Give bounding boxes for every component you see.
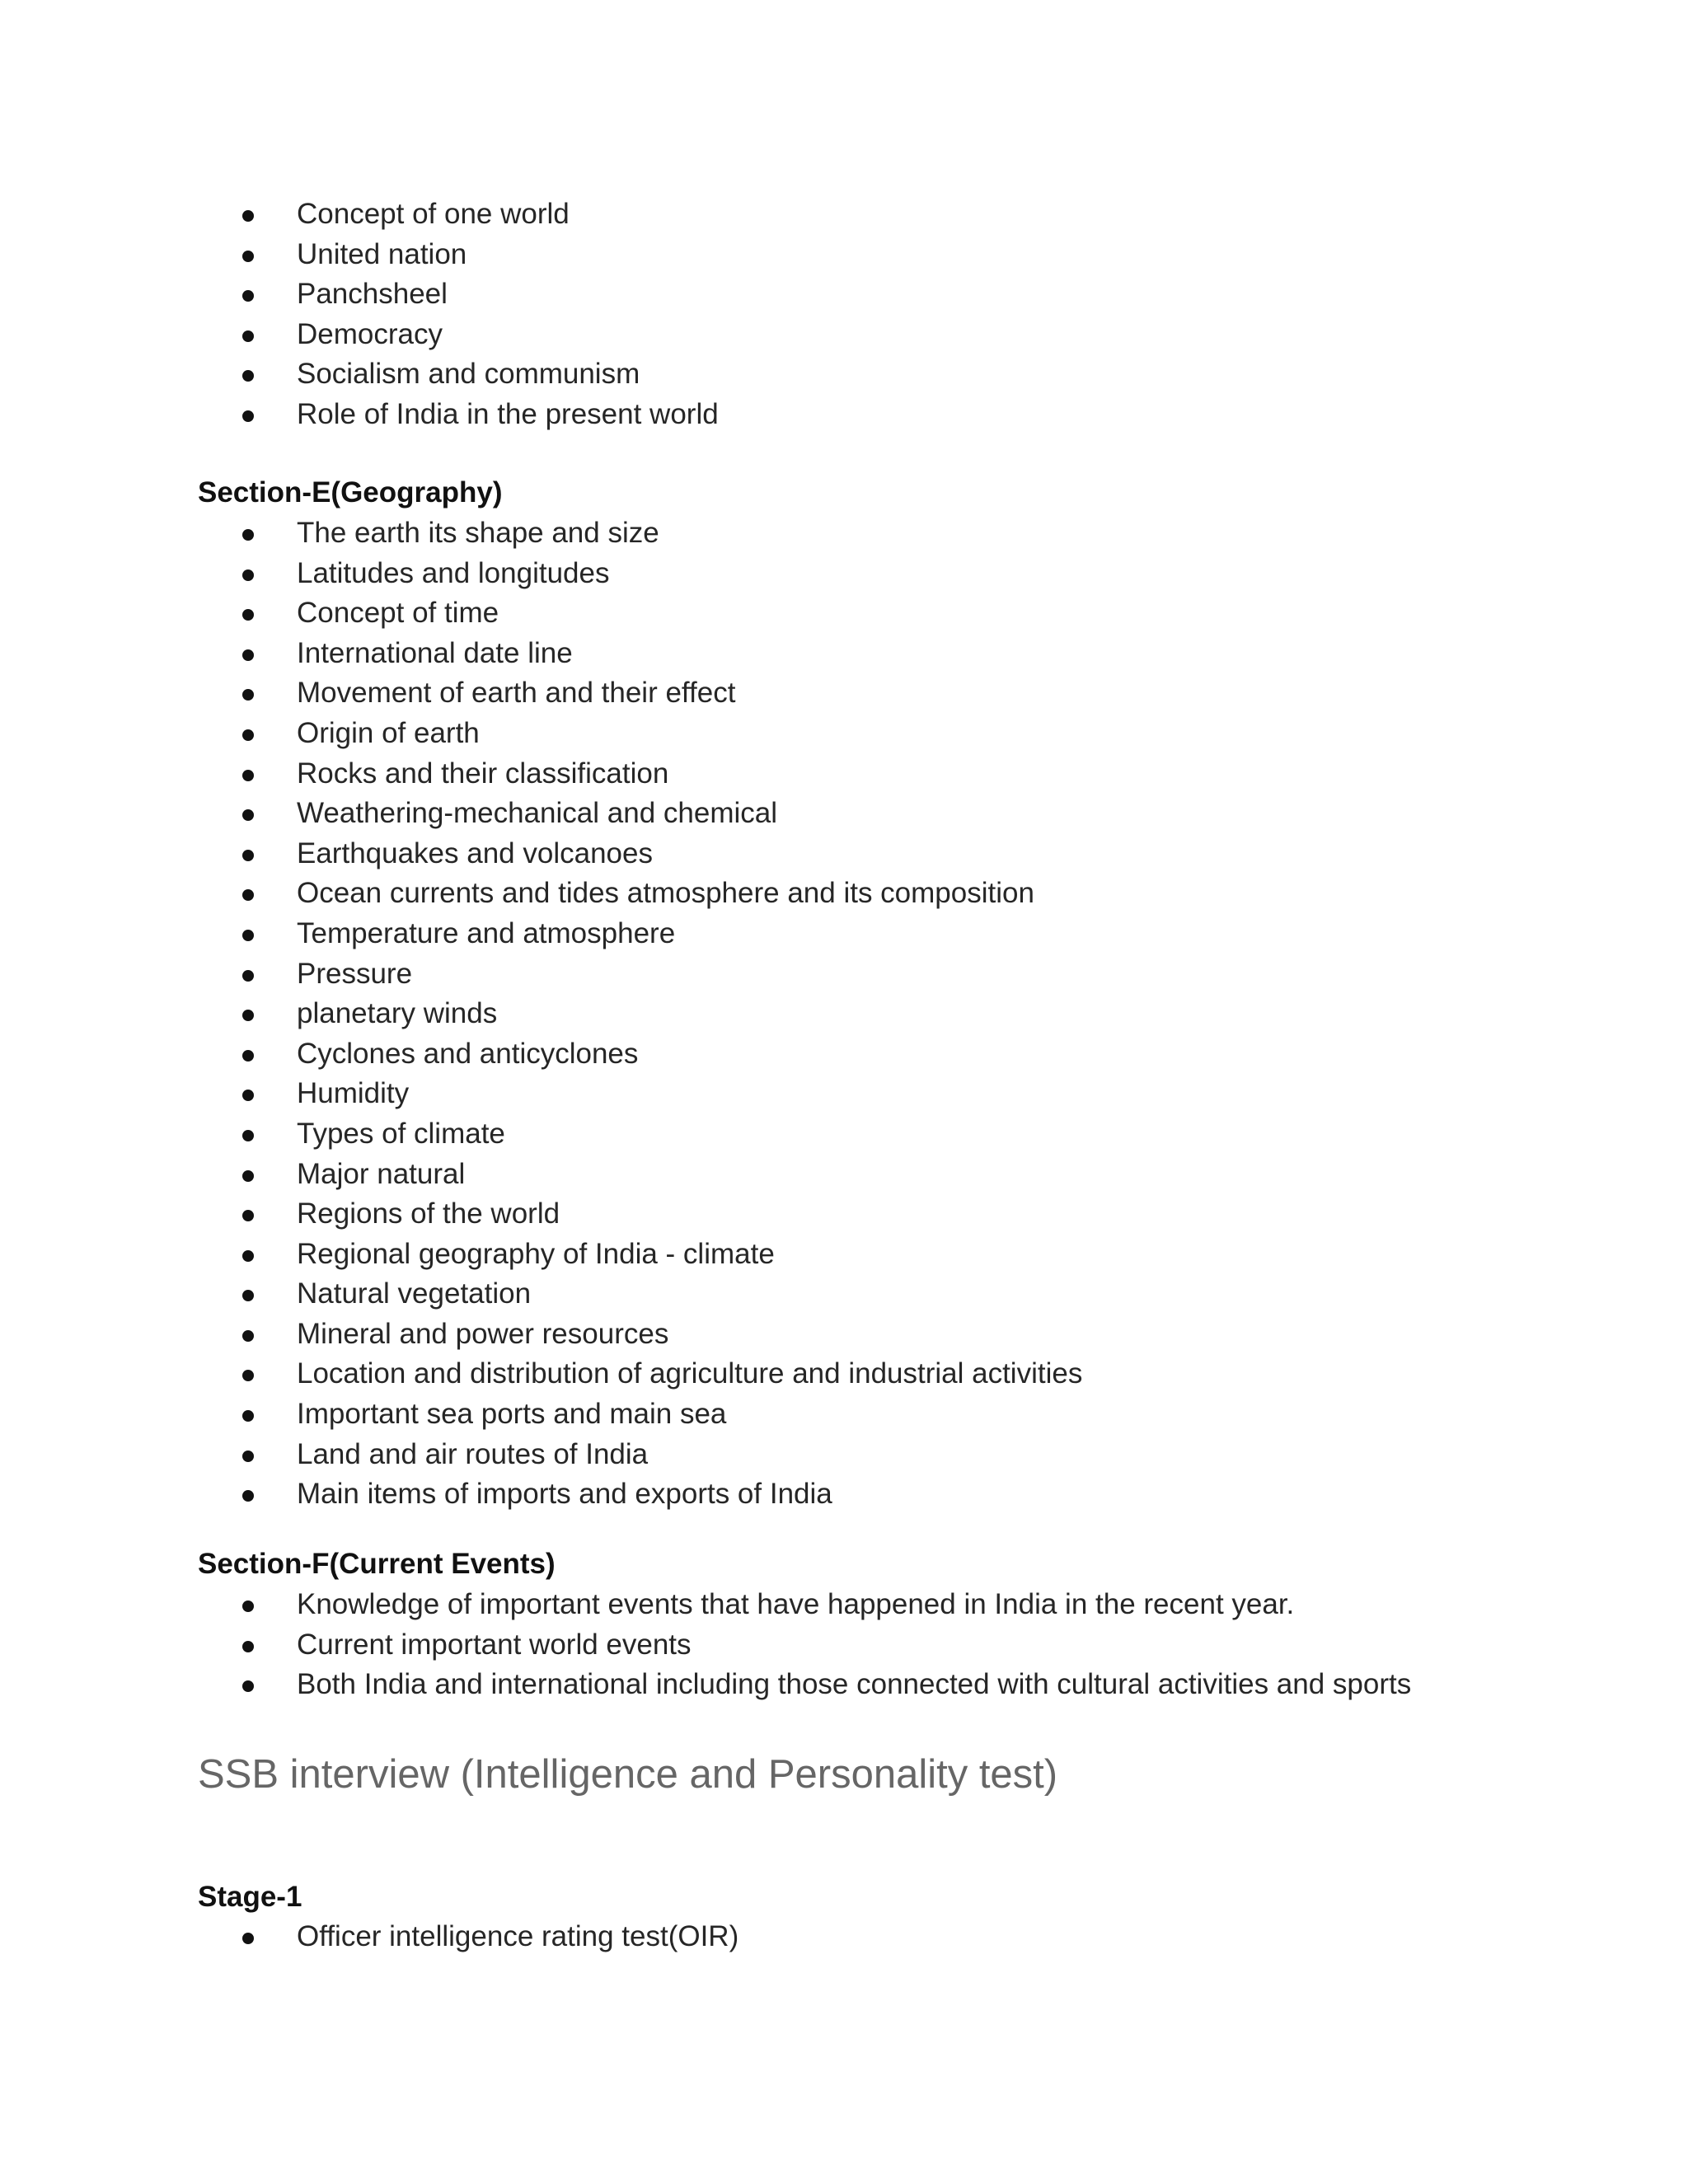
bullet-icon (242, 729, 254, 741)
bullet-icon (242, 609, 254, 621)
bullet-icon (242, 1641, 254, 1652)
bullet-icon (242, 1090, 254, 1101)
ssb-interview-title: SSB interview (Intelligence and Personality test) (198, 1752, 1058, 1797)
bullet-icon (242, 210, 254, 222)
bullet-icon (242, 251, 254, 262)
bullet-icon (242, 1680, 254, 1692)
bullet-icon (242, 1410, 254, 1422)
document-page: Concept of one world United nation Panchsheel Democracy Socialism and communism Role of India in the present world Section-E(Geography) The earth its shape and size Latitudes and longitudes Concept of time International date line Movement of earth and their effect Origin of earth Rocks and their classification Weathering-mechanical and chemical Earthquakes and volcanoes Ocean currents and tides atmosphere and its composition Temperature and atmosphere Pressure planetary winds Cyclones and anticyclones Humidity Types of climate Major natural Regions of the world Regional geography of India - climate Natural vegetation Mineral and power resources Location and distribution of agriculture and industrial activities Important sea ports and main sea Land and air routes of India Main items of imports and exports of India Section-F(Current Events) Knowledge of important events that have happened in India in the recent year. Current important world events Both India and international including those connected with cultural activities and sports SSB interview (Intelligence and Personality test) Stage-1 Officer intelligence rating test(OIR) (198, 198, 1412, 1952)
stage-1-heading: Stage-1 (198, 1881, 302, 1913)
bullet-icon (242, 1370, 254, 1381)
bullet-icon (242, 770, 254, 781)
bullet-icon (242, 649, 254, 661)
bullet-icon (242, 930, 254, 941)
bullet-icon (242, 529, 254, 541)
section-f-heading: Section-F(Current Events) (198, 1548, 556, 1580)
bullet-icon (242, 1010, 254, 1021)
section-e-heading: Section-E(Geography) (198, 476, 503, 509)
bullet-icon (242, 410, 254, 422)
bullet-icon (242, 850, 254, 861)
bullet-icon (242, 1130, 254, 1141)
bullet-icon (242, 1170, 254, 1182)
bullet-icon (242, 569, 254, 581)
bullet-icon (242, 1250, 254, 1262)
bullet-icon (242, 370, 254, 382)
bullet-icon (242, 1490, 254, 1502)
bullet-icon (242, 1050, 254, 1062)
bullet-icon (242, 1210, 254, 1221)
bullet-icon (242, 889, 254, 901)
bullet-icon (242, 1330, 254, 1342)
bullet-icon (242, 330, 254, 342)
bullet-icon (242, 1601, 254, 1612)
bullet-icon (242, 1933, 254, 1944)
bullet-icon (242, 689, 254, 701)
bullet-icon (242, 809, 254, 821)
bullet-icon (242, 1290, 254, 1301)
bullet-icon (242, 970, 254, 982)
bullet-icon (242, 290, 254, 302)
bullet-icon (242, 1451, 254, 1462)
